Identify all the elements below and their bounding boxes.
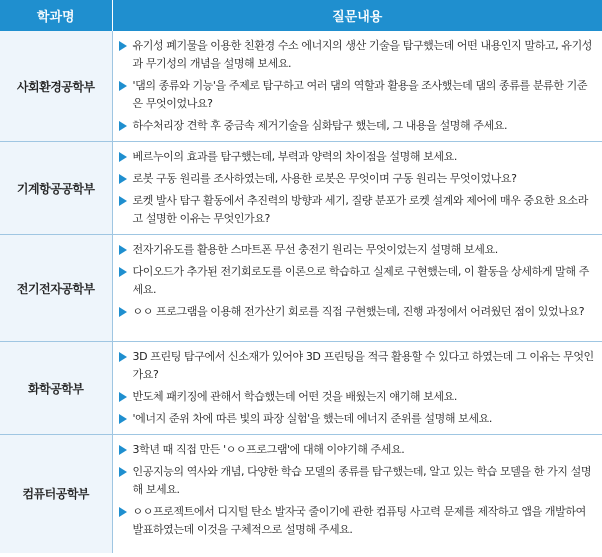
question-item: [117, 241, 597, 259]
question-item: [117, 503, 597, 539]
triangle-arrow-icon: [117, 463, 127, 481]
question-item: [117, 117, 597, 135]
question-item: [117, 441, 597, 459]
question-item: [117, 148, 597, 166]
question-text: 다이오드가 추가된 전기회로도를 이론으로 학습하고 실제로 구현했는데, 이 활동을 상세하게 말해 주세요.: [132, 265, 589, 296]
question-text: 인공지능의 역사와 개념, 다양한 학습 모델의 종류를 탐구했는데, 알고 있는 학습 모델을 한 가지 설명해 보세요.: [132, 465, 592, 496]
question-text: ㅇㅇ 프로그램을 이용해 전가산기 회로를 직접 구현했는데, 진행 과정에서 어려웠던 점이 있었나요?: [132, 305, 585, 318]
header-dept: 학과명: [0, 0, 112, 31]
triangle-arrow-icon: [117, 77, 127, 95]
question-text: 반도체 패키징에 관해서 학습했는데 어떤 것을 배웠는지 얘기해 보세요.: [132, 390, 457, 403]
dept-name: 기계항공공학부: [0, 142, 112, 235]
table-row: [0, 142, 602, 235]
question-item: [117, 410, 597, 428]
triangle-arrow-icon: [117, 441, 127, 459]
question-list: [112, 31, 602, 142]
triangle-arrow-icon: [117, 241, 127, 259]
triangle-arrow-icon: [117, 170, 127, 188]
question-list: [112, 235, 602, 342]
question-text: ㅇㅇ프로젝트에서 디지털 탄소 발자국 줄이기에 관한 컴퓨팅 사고력 문제를 제작하고 앱을 개발하여 발표하였는데 이것을 구체적으로 설명해 주세요.: [132, 505, 586, 536]
dept-name: 사회환경공학부: [0, 31, 112, 142]
triangle-arrow-icon: [117, 303, 127, 321]
triangle-arrow-icon: [117, 503, 127, 521]
question-list: [112, 142, 602, 235]
question-text: 로봇 구동 원리를 조사하였는데, 사용한 로봇은 무엇이며 구동 원리는 무엇이었나요?: [132, 172, 517, 185]
dept-name: 컴퓨터공학부: [0, 435, 112, 553]
question-item: [117, 388, 597, 406]
question-list: [112, 435, 602, 553]
triangle-arrow-icon: [117, 388, 127, 406]
triangle-arrow-icon: [117, 263, 127, 281]
table-row: [0, 31, 602, 142]
question-text: 베르누이의 효과를 탐구했는데, 부력과 양력의 차이점을 설명해 보세요.: [132, 150, 457, 163]
question-item: [117, 263, 597, 299]
question-list: [112, 342, 602, 435]
question-text: 3학년 때 직접 만든 'ㅇㅇ프로그램'에 대해 이야기해 주세요.: [132, 443, 405, 456]
triangle-arrow-icon: [117, 192, 127, 210]
triangle-arrow-icon: [117, 410, 127, 428]
question-item: [117, 348, 597, 384]
triangle-arrow-icon: [117, 117, 127, 135]
question-text: 유기성 폐기물을 이용한 친환경 수소 에너지의 생산 기술을 탐구했는데 어떤 내용인지 말하고, 유기성과 무기성의 개념을 설명해 보세요.: [132, 39, 593, 70]
question-text: '에너지 준위 차에 따른 빛의 파장 실험'을 했는데 에너지 준위를 설명해 보세요.: [132, 412, 492, 425]
question-text: '댐의 종류와 기능'을 주제로 탐구하고 여러 댐의 역할과 활용을 조사했는데 댐의 종류를 분류한 기준은 무엇이었나요?: [132, 79, 588, 110]
triangle-arrow-icon: [117, 348, 127, 366]
question-text: 전자기유도를 활용한 스마트폰 무선 충전기 원리는 무엇이었는지 설명해 보세요.: [132, 243, 498, 256]
question-item: [117, 77, 597, 113]
table-row: [0, 235, 602, 342]
table-header-row: [0, 0, 602, 31]
dept-name: 전기전자공학부: [0, 235, 112, 342]
header-questions: 질문내용: [112, 0, 602, 31]
table-row: [0, 342, 602, 435]
question-text: 하수처리장 견학 후 중금속 제거기술을 심화탐구 했는데, 그 내용을 설명해 주세요.: [132, 119, 508, 132]
triangle-arrow-icon: [117, 37, 127, 55]
question-text: 3D 프린팅 탐구에서 신소재가 있어야 3D 프린팅을 적극 활용할 수 있다고 하였는데 그 이유는 무엇인가요?: [132, 350, 594, 381]
triangle-arrow-icon: [117, 148, 127, 166]
table-row: [0, 435, 602, 553]
question-item: [117, 192, 597, 228]
question-text: 로켓 발사 탐구 활동에서 추진력의 방향과 세기, 질량 분포가 로켓 설계와 제어에 매우 중요한 요소라고 설명한 이유는 무엇인가요?: [132, 194, 588, 225]
question-item: [117, 37, 597, 73]
question-item: [117, 170, 597, 188]
table-body: [0, 31, 602, 553]
question-item: [117, 463, 597, 499]
question-item: [117, 303, 597, 321]
dept-name: 화학공학부: [0, 342, 112, 435]
